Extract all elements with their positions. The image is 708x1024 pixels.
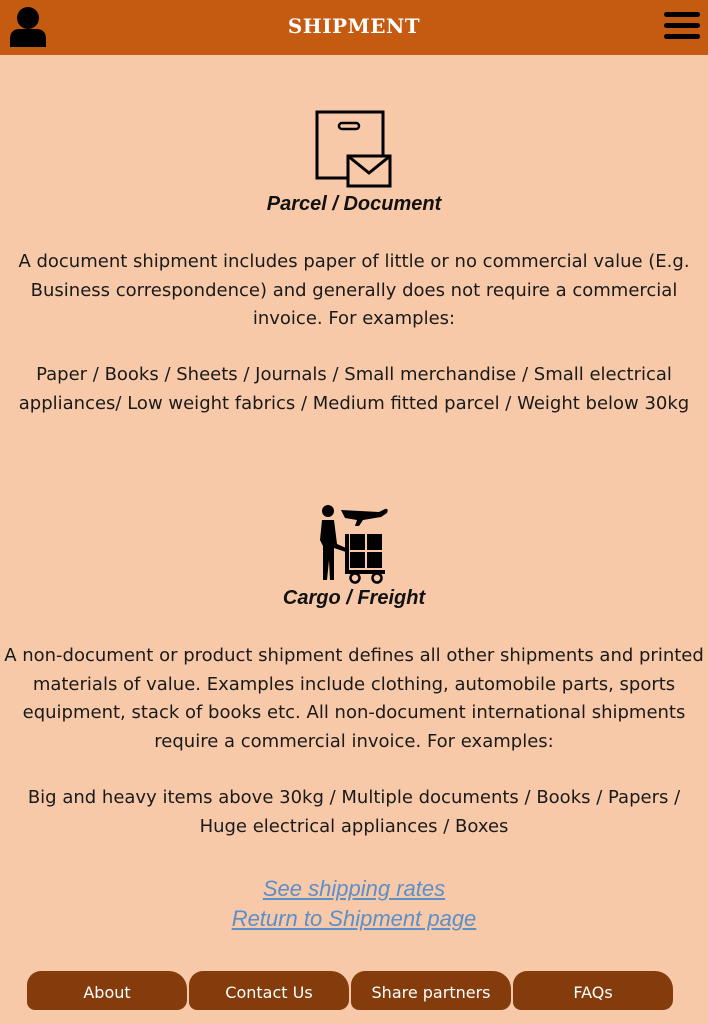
see-shipping-rates-link[interactable]: See shipping rates — [262, 876, 446, 901]
cargo-title: Cargo / Freight — [282, 587, 426, 609]
cargo-trolley-airplane-icon — [319, 500, 389, 584]
about-button[interactable]: About — [27, 971, 187, 1010]
cargo-section-icon-wrap — [0, 500, 708, 584]
contact-us-button[interactable]: Contact Us — [189, 971, 349, 1010]
cargo-description: A non-document or product shipment defines all other shipments and printed materials of value. Examples include clothing, automobile parts, sports equipment, stack of books etc. All non-document international shipments require a commercial invoice. For examples: — [4, 645, 704, 752]
share-partners-button[interactable]: Share partners — [351, 971, 511, 1010]
box-envelope-icon — [315, 110, 393, 188]
cargo-examples: Big and heavy items above 30kg / Multiple documents / Books / Papers / Huge electrical appliances / Boxes — [27, 787, 681, 837]
top-bar — [0, 0, 708, 55]
return-to-shipment-link[interactable]: Return to Shipment page — [231, 906, 477, 931]
footer-nav — [27, 971, 673, 1010]
page-title: SHIPMENT — [287, 14, 421, 38]
parcel-section-icon-wrap — [0, 110, 708, 188]
parcel-title: Parcel / Document — [266, 193, 442, 215]
parcel-description: A document shipment includes paper of little or no commercial value (E.g. Business correspondence) and generally does not require a commercial invoice. For examples: — [18, 251, 690, 329]
parcel-examples: Paper / Books / Sheets / Journals / Small merchandise / Small electrical appliances/ Low weight fabrics / Medium fitted parcel / Weight below 30kg — [18, 364, 690, 414]
hamburger-menu-icon[interactable] — [664, 11, 700, 41]
faqs-button[interactable]: FAQs — [513, 971, 673, 1010]
